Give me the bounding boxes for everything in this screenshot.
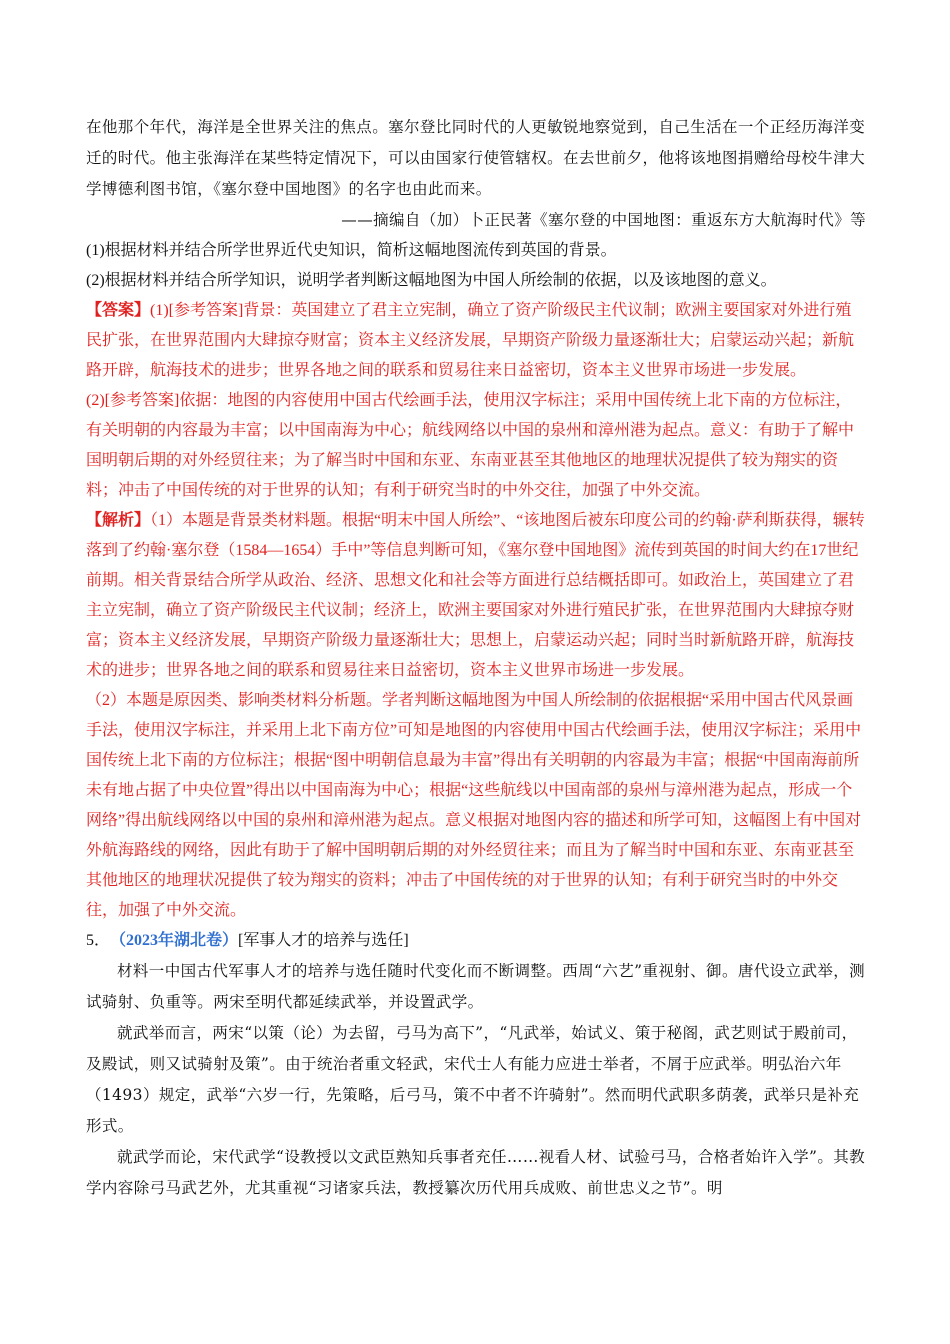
analysis-text-1: （1）本题是背景类材料题。根据“明末中国人所绘”、“该地图后被东印度公司的约翰·萨利斯获得，辗转落到了约翰·塞尔登（1584—1654）手中”等信息判断可知，《塞尔登中国地图》流传到英国的时间大约在17世纪前期。相关背景结合所学从政治、经济、思想文化和社会等方面进行总结概括即可。如政治上，英国建立了君主立宪制，确立了资产阶级民主代议制；经济上，欧洲主要国家对外进行殖民扩张，在世界范围内大肆掠夺财富；资本主义经济发展，早期资产阶级力量逐渐壮大；思想上，启蒙运动兴起；同时当时新航路开辟，航海技术的进步；世界各地之间的联系和贸易往来日益密切，资本主义世界市场进一步发展。 (86, 512, 865, 679)
material-paragraph: 在他那个年代，海洋是全世界关注的焦点。塞尔登比同时代的人更敏锐地察觉到，自己生活在一个正经历海洋变迁的时代。他主张海洋在某些特定情况下，可以由国家行使管辖权。在去世前夕，他将该地图捐赠给母校牛津大学博德利图书馆，《塞尔登中国地图》的名字也由此而来。 (86, 118, 866, 198)
question-5-header (86, 926, 866, 956)
question-1: (1)根据材料并结合所学世界近代史知识，简析这幅地图流传到英国的背景。 (86, 242, 617, 259)
material-1-wuju-paragraph: 就武举而言，两宋“以策（论）为去留，弓马为高下”，“凡武举，始试义、策于秘阁，武艺则试于殿前司，及殿试，则又试骑射及策”。由于统治者重文轻武，宋代士人有能力应进士举者，不屑于应武举。明弘治六年（1493）规定，武举“六岁一行，先策略，后弓马，策不中者不许骑射”。然而明代武职多荫袭，武举只是补充形式。 (86, 1024, 860, 1135)
answer-paragraph-2: (2)[参考答案]依据：地图的内容使用中国古代绘画手法，使用汉字标注；采用中国传统上北下南的方位标注，有关明朝的内容最为丰富；以中国南海为中心；航线网络以中国的泉州和漳州港为起点。意义：有助于了解中国明朝后期的对外经贸往来；为了解当时中国和东亚、东南亚甚至其他地区的地理状况提供了较为翔实的资料；冲击了中国传统的对于世界的认知；有利于研究当时的中外交往，加强了中外交流。 (86, 392, 855, 499)
question-topic: [军事人才的培养与选任] (238, 932, 409, 949)
page-content (86, 112, 866, 1204)
question-2: (2)根据材料并结合所学知识，说明学者判断这幅地图为中国人所绘制的依据，以及该地图的意义。 (86, 272, 777, 289)
question-number: 5． (86, 932, 111, 949)
question-source: （2023年湖北卷） (110, 932, 239, 949)
answer-label: 【答案】 (86, 302, 151, 319)
answer-text-1: (1)[参考答案]背景：英国建立了君主立宪制，确立了资产阶级民主代议制；欧洲主要国家对外进行殖民扩张，在世界范围内大肆掠夺财富；资本主义经济发展，早期资产阶级力量逐渐壮大；启蒙运动兴起；新航路开辟，航海技术的进步；世界各地之间的联系和贸易往来日益密切，资本主义世界市场进一步发展。 (86, 302, 855, 379)
material-1-wuxue-paragraph: 就武学而论，宋代武学“设教授以文武臣熟知兵事者充任……视看人材、试验弓马，合格者始许入学”。其教学内容除弓马武艺外，尤其重视“习诸家兵法，教授纂次历代用兵成败、前世忠义之节”。明 (86, 1148, 866, 1197)
answer-paragraph-1 (86, 296, 866, 386)
analysis-paragraph-1 (86, 506, 866, 686)
material-1-paragraph: 材料一中国古代军事人才的培养与选任随时代变化而不断调整。西周“六艺”重视射、御。唐代设立武举，测试骑射、负重等。两宋至明代都延续武举，并设置武学。 (86, 962, 866, 1011)
analysis-label: 【解析】 (86, 512, 151, 529)
material-source: ——摘编自（加）卜正民著《塞尔登的中国地图：重返东方大航海时代》等 (341, 211, 866, 229)
analysis-paragraph-2: （2）本题是原因类、影响类材料分析题。学者判断这幅地图为中国人所绘制的依据根据“采用中国古代风景画手法，使用汉字标注，并采用上北下南方位”可知是地图的内容使用中国古代绘画手法，使用汉字标注；采用中国传统上北下南的方位标注；根据“图中明朝信息最为丰富”得出有关明朝的内容最为丰富；根据“中国南海前所未有地占据了中央位置”得出以中国南海为中心；根据“这些航线以中国南部的泉州与漳州港为起点，形成一个网络”得出航线网络以中国的泉州和漳州港为起点。意义根据对地图内容的描述和所学可知，这幅图上有中国对外航海路线的网络，因此有助于了解中国明朝后期的对外经贸往来；而且为了解当时中国和东亚、东南亚甚至其他地区的地理状况提供了较为翔实的资料；冲击了中国传统的对于世界的认知；有利于研究当时的中外交往，加强了中外交流。 (86, 692, 862, 919)
